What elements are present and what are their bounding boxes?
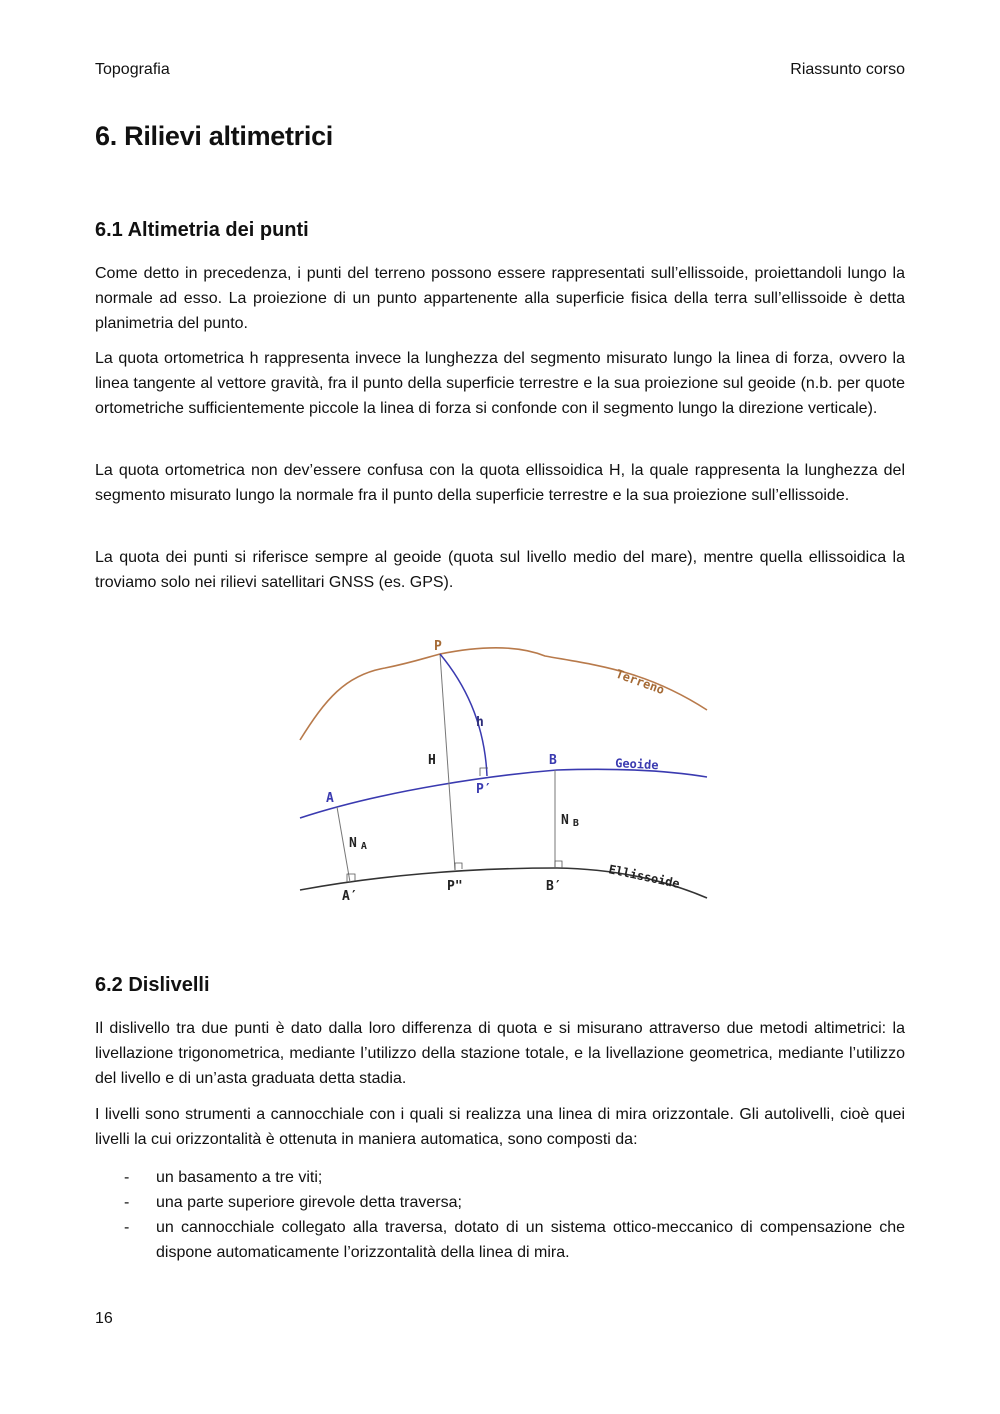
- altimetry-diagram: [295, 630, 715, 910]
- label-NB: N B: [561, 813, 579, 829]
- label-NA: N A: [349, 836, 367, 852]
- chapter-title: 6. Rilievi altimetrici: [95, 121, 334, 151]
- label-geoide: Geoide: [614, 756, 659, 773]
- paragraph: I livelli sono strumenti a cannocchiale con i quali si realizza una linea di mira orizzontale. Gli autolivelli, cioè quei livelli la cui orizzontalità è ottenuta in maniera automatica, sono composti da:: [95, 1106, 905, 1148]
- label-h: h: [476, 715, 484, 730]
- bullet-dash: -: [124, 1169, 130, 1186]
- paragraph: La quota ortometrica non dev’essere confusa con la quota ellissoidica H, la quale rappresenta la lunghezza del segmento misurato lungo la normale fra il punto della superficie terrestre e la sua proiezione sull’ellissoide.: [95, 462, 905, 504]
- line-H: [440, 654, 455, 870]
- list-item-text: un basamento a tre viti;: [156, 1169, 323, 1186]
- list-item: [95, 1190, 905, 1215]
- geoide-curve: [300, 769, 707, 818]
- label-A-prime: A′: [342, 889, 358, 904]
- list-item-text: un cannocchiale collegato alla traversa, dotato di un sistema ottico-meccanico di compensazione che dispone automaticamente l’orizzontalità della linea di mira.: [156, 1219, 905, 1261]
- label-B: B: [549, 753, 557, 768]
- label-A: A: [326, 791, 334, 806]
- label-P: P: [434, 639, 442, 654]
- page-number: 16: [95, 1310, 113, 1327]
- list-item-text: una parte superiore girevole detta traversa;: [156, 1194, 462, 1211]
- section-title-dislivelli: 6.2 Dislivelli: [95, 974, 210, 996]
- list-item: [95, 1215, 905, 1265]
- label-H: H: [428, 753, 436, 768]
- label-terreno: Terreno: [613, 666, 667, 698]
- paragraph: La quota dei punti si riferisce sempre al geoide (quota sul livello medio del mare), mentre quella ellissoidica la troviamo solo nei rilievi satellitari GNSS (es. GPS).: [95, 549, 905, 591]
- label-P-double: P": [447, 879, 463, 894]
- bullet-dash: -: [124, 1219, 130, 1236]
- label-P-prime: P′: [476, 782, 492, 797]
- bullet-dash: -: [124, 1194, 130, 1211]
- paragraph: Come detto in precedenza, i punti del terreno possono essere rappresentati sull’ellissoide, proiettandoli lungo la normale ad esso. La proiezione di un punto appartenente alla superficie fisica della terra sull’ellissoide è detta planimetria del punto.: [95, 265, 905, 332]
- paragraph: Il dislivello tra due punti è dato dalla loro differenza di quota e si misurano attraverso due metodi altimetrici: la livellazione trigonometrica, mediante l’utilizzo della stazione totale, e la livellazione geometrica, mediante l’utilizzo del livello e di un’asta graduata detta stadia.: [95, 1020, 905, 1087]
- running-header-left: Topografia: [95, 61, 170, 78]
- label-B-prime: B′: [546, 879, 562, 894]
- section-title-altimetria: 6.1 Altimetria dei punti: [95, 219, 309, 241]
- terreno-curve: [300, 648, 707, 740]
- component-list: [95, 1165, 905, 1265]
- list-item: [95, 1165, 905, 1190]
- right-angle-B-prime: [555, 861, 562, 868]
- running-header-right: Riassunto corso: [790, 61, 905, 78]
- paragraph: La quota ortometrica h rappresenta invece la lunghezza del segmento misurato lungo la linea di forza, ovvero la linea tangente al vettore gravità, fra il punto della superficie terrestre e la sua proiezione sul geoide (n.b. per quote ortometriche sufficientemente piccole la linea di forza si confonde con il segmento lungo la direzione verticale).: [95, 350, 905, 417]
- label-ellissoide: Ellissoide: [607, 862, 681, 891]
- right-angle-P-double: [455, 863, 462, 870]
